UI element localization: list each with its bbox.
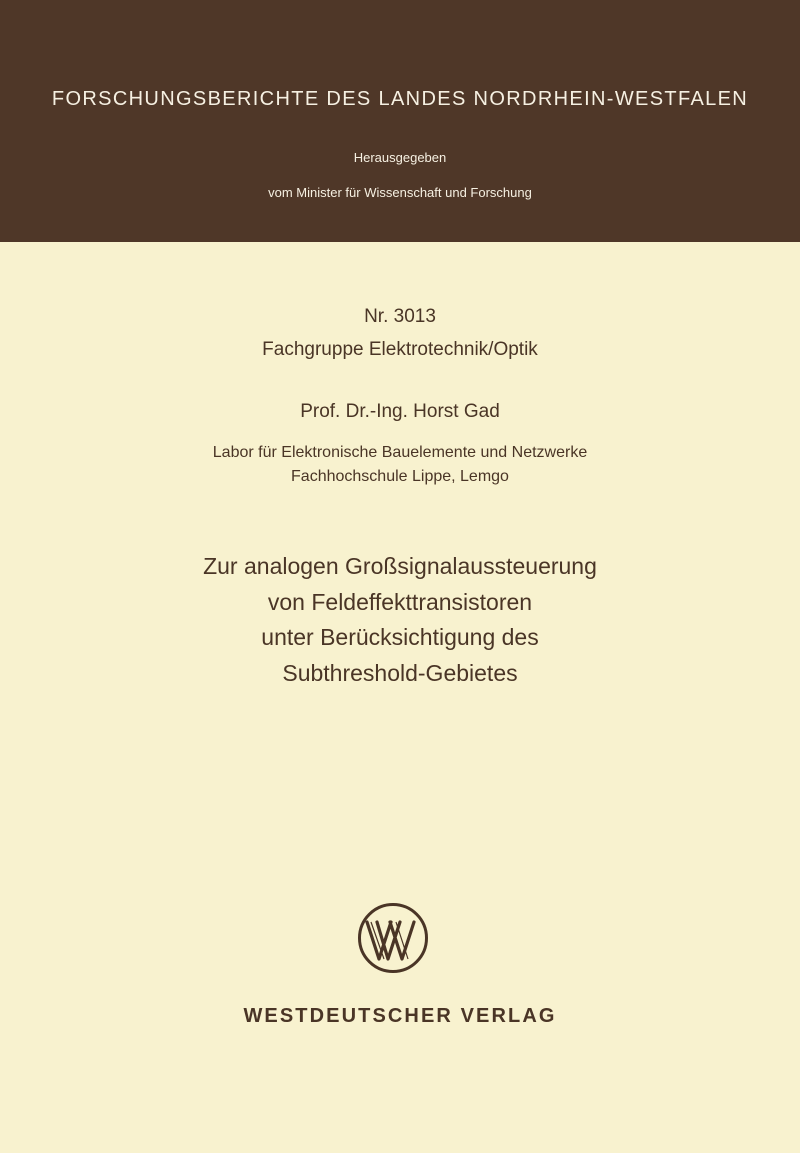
- report-number: Nr. 3013: [364, 306, 436, 327]
- subject-group: Fachgruppe Elektrotechnik/Optik: [262, 339, 538, 360]
- editor-label: Herausgegeben: [353, 150, 447, 165]
- author-name: Prof. Dr.-Ing. Horst Gad: [300, 401, 500, 422]
- series-header-band: [0, 0, 800, 242]
- affiliation-line-1: Labor für Elektronische Bauelemente und Netzwerke: [212, 444, 588, 461]
- title-line-2: von Feldeffekttransistoren: [267, 588, 533, 615]
- publisher-name: WESTDEUTSCHER VERLAG: [243, 1005, 557, 1027]
- editor-name: vom Minister für Wissenschaft und Forschung: [268, 185, 532, 200]
- book-title: [0, 549, 800, 691]
- wv-circle-logo-icon: [357, 902, 429, 974]
- series-title: FORSCHUNGSBERICHTE DES LANDES NORDRHEIN-WESTFALEN: [51, 88, 749, 110]
- title-line-1: Zur analogen Großsignalaussteuerung: [203, 553, 597, 579]
- title-line-4: Subthreshold-Gebietes: [282, 659, 518, 686]
- title-line-3: unter Berücksichtigung des: [261, 624, 539, 650]
- affiliation-line-2: Fachhochschule Lippe, Lemgo: [291, 468, 509, 485]
